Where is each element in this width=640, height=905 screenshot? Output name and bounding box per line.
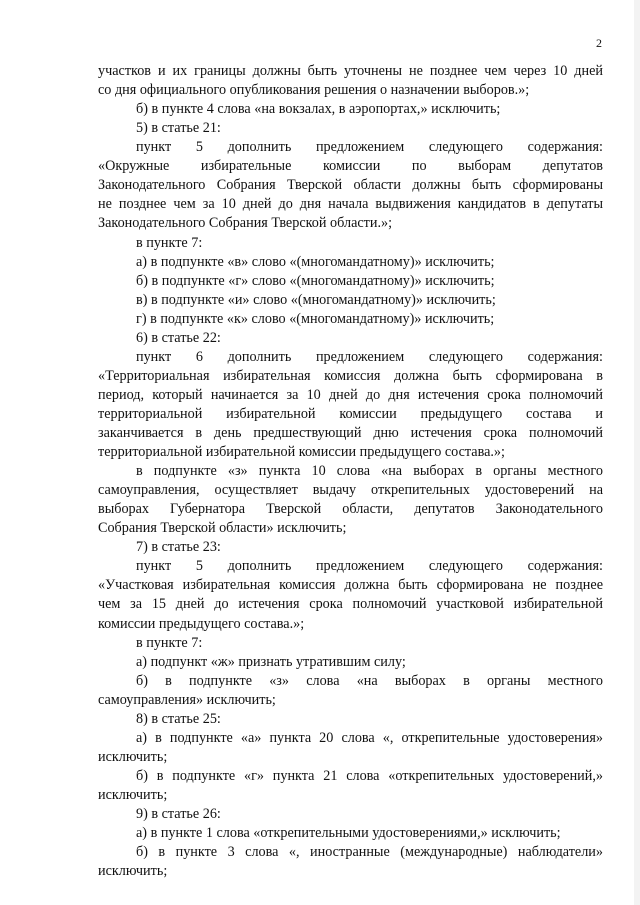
text-line: чем за 15 дней до истечения срока полномочий участковой избирательной [98, 596, 603, 613]
text-line: исключить; [98, 786, 168, 803]
text-line: в пункте 7: [136, 234, 203, 251]
text-line: 8) в статье 25: [136, 710, 221, 727]
text-line: 7) в статье 23: [136, 539, 221, 556]
text-line: исключить; [98, 748, 168, 765]
text-line: территориальной избирательной комиссии предыдущего состава.»; [98, 444, 505, 460]
text-line: заканчивается в день предшествующий дню истечения срока полномочий [98, 424, 603, 441]
text-line: б) в пункте 3 слова «, иностранные (международные) наблюдатели» [136, 844, 603, 861]
text-line: б) в подпункте «г» пункта 21 слова «открепительных удостоверений,» [136, 767, 603, 784]
text-line: в подпункте «з» пункта 10 слова «на выборах в органы местного [136, 463, 603, 480]
text-line: со дня официального опубликования решения о назначении выборов.»; [98, 82, 530, 98]
text-line: б) в пункте 4 слова «на вокзалах, в аэропортах,» исключить; [136, 101, 501, 118]
text-line: исключить; [98, 863, 168, 880]
text-line: «Участковая избирательная комиссия должна быть сформирована не позднее [98, 577, 603, 594]
page-number: 2 [596, 36, 602, 50]
scan-edge [634, 0, 640, 905]
text-line: Собрания Тверской области» исключить; [98, 520, 347, 537]
text-line: выборах Губернатора Тверской области, депутатов Законодательного [98, 501, 603, 518]
text-line: 5) в статье 21: [136, 120, 221, 137]
text-line: «Территориальная избирательная комиссия должна быть сформирована в [98, 367, 603, 384]
text-line: не позднее чем за 10 дней до дня начала выдвижения кандидатов в депутаты [98, 196, 603, 213]
text-line: «Окружные избирательные комиссии по выборам депутатов [98, 158, 603, 175]
text-line: Законодательного Собрания Тверской области должны быть сформированы [98, 177, 603, 194]
text-line: а) в пункте 1 слова «открепительными удостоверениями,» исключить; [136, 825, 561, 841]
text-line: б) в подпункте «г» слово «(многомандатному)» исключить; [136, 272, 495, 289]
text-line: самоуправления, осуществляет выдачу открепительных удостоверений на [98, 482, 603, 499]
text-line: 9) в статье 26: [136, 806, 221, 822]
text-line: б) в подпункте «з» слова «на выборах в органы местного [136, 672, 603, 689]
text-line: в пункте 7: [136, 634, 203, 651]
text-line: участков и их границы должны быть уточнены не позднее чем через 10 дней [98, 63, 603, 79]
text-line: комиссии предыдущего состава.»; [98, 615, 305, 632]
text-line: а) в подпункте «в» слово «(многомандатному)» исключить; [136, 253, 495, 270]
text-line: в) в подпункте «и» слово «(многомандатному)» исключить; [136, 291, 496, 308]
text-line: 6) в статье 22: [136, 329, 221, 346]
text-line: г) в подпункте «к» слово «(многомандатному)» исключить; [136, 310, 495, 327]
text-line: Законодательного Собрания Тверской области.»; [98, 215, 393, 232]
text-line: период, который начинается за 10 дней до дня истечения срока полномочий [98, 386, 603, 403]
text-line: самоуправления» исключить; [98, 691, 276, 708]
text-line: пункт 6 дополнить предложением следующего содержания: [136, 348, 603, 365]
text-line: а) подпункт «ж» признать утратившим силу; [136, 653, 406, 670]
text-line: а) в подпункте «а» пункта 20 слова «, открепительные удостоверения» [136, 729, 603, 746]
text-line: пункт 5 дополнить предложением следующего содержания: [136, 558, 603, 575]
text-line: пункт 5 дополнить предложением следующего содержания: [136, 139, 603, 156]
text-line: территориальной избирательной комиссии предыдущего состава и [98, 405, 603, 422]
